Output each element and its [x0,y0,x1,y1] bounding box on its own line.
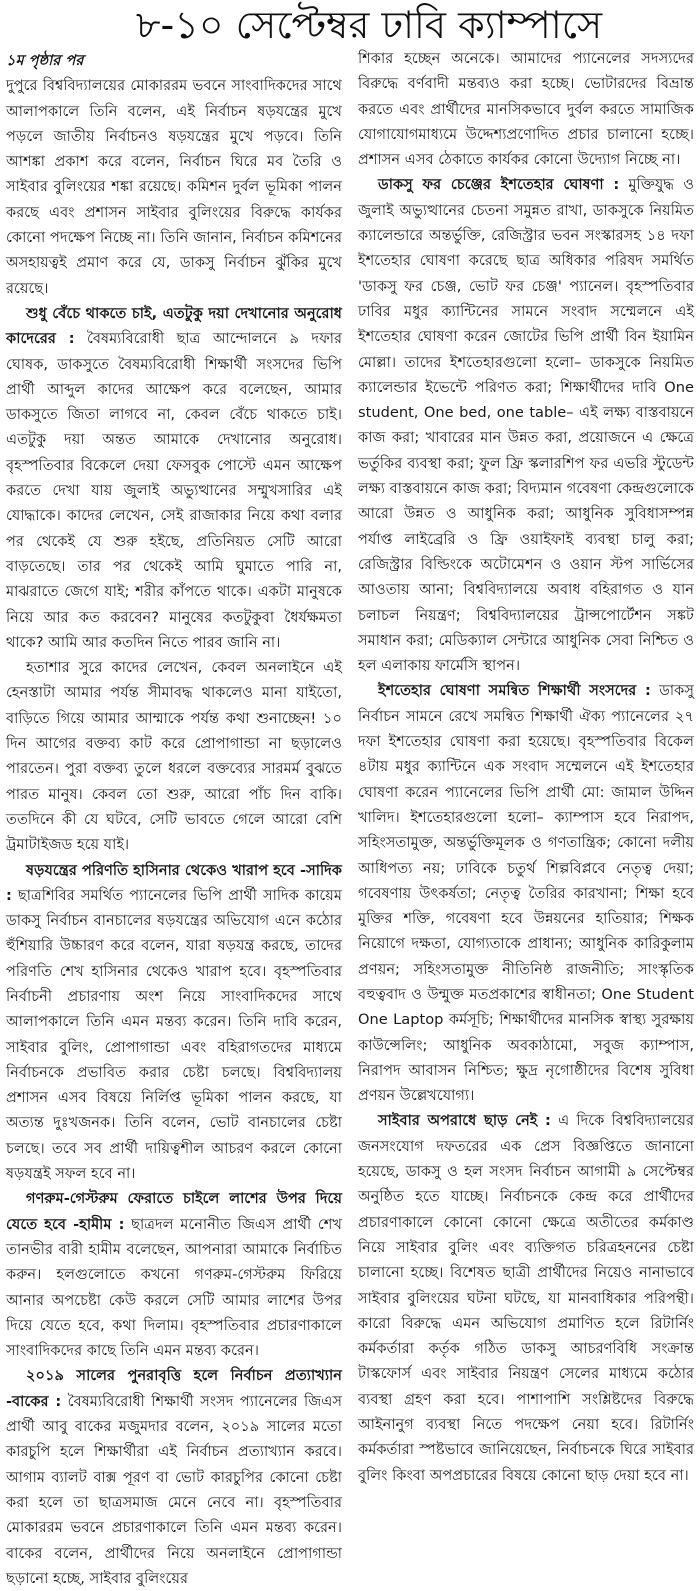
subheading: ইশতেহার ঘোষণা সমন্বিত শিক্ষার্থী সংসদের : [378,682,651,700]
paragraph-text: ছাত্রদল মনোনীত জিএস প্রার্থী শেখ তানভীর বারী হামীম বলেছেন, আপনারা আমাকে নির্বাচিত করুন। হলগুলোতে কখনো গণরুম-গেস্টরুম ফিরিয়ে আনার অপচেষ্টা কেউ করলে সেটি আমার লাশের উপর দিয়ে যেতে হবে, কথা দিলাম। বৃহস্পতিবার প্রচারণাকালে সাংবাদিকদের কাছে তিনি এমন মন্তব্য করেন। [6,1215,342,1360]
subheading: ডাকসু ফর চেঞ্জের ইশতেহার ঘোষণা : [378,176,620,194]
paragraph-text: এ দিকে বিশ্ববিদ্যালয়ের জনসংযোগ দফতরের এক প্রেস বিজ্ঞপ্তিতে জানানো হয়েছে, ডাকসু ও হল সংসদ নির্বাচন আগামী ৯ সেপ্টেম্বর অনুষ্ঠিত হতে যাচ্ছে। নির্বাচনকে কেন্দ্র করে প্রার্থীদের প্রচারণাকালে কোনো কোনো ক্ষেত্রে অতীতের কর্মকাণ্ড নিয়ে সাইবার বুলিং এবং ব্যক্তিগত চরিত্রহননের চেষ্টা চালানো হচ্ছে। বিশেষত ছাত্রী প্রার্থীদের নিয়েও নানাভাবে সাইবার বুলিংয়ের ঘটনা ঘটছে, যা মানবাধিকার পরিপন্থী। কারো বিরুদ্ধে এমন অভিযোগ প্রমাণিত হলে রিটার্নিং কর্মকর্তারা কর্তৃক গঠিত ডাকসু আচরণবিধি সংক্রান্ত টাস্কফোর্স এবং সাইবার নিয়ন্ত্রণ সেলের মাধ্যমে কঠোর ব্যবস্থা গ্রহণ করা হবে। পাশাপাশি সংশ্লিষ্টদের বিরুদ্ধে আইনানুগ ব্যবস্থা নিতে পদক্ষেপ নেয়া হবে। রিটার্নিং কর্মকর্তারা স্পষ্টভাবে জানিয়েছেন, নির্বাচনকে ঘিরে সাইবার বুলিং কিংবা অপপ্রচারের বিষয়ে কোনো ছাড় দেয়া হবে না। [358,1112,695,1484]
subheading: শুধু বেঁচে থাকতে চাই, এতটুকু দয়া দেখানোর অনুরোধ কাদেরের : [6,304,342,348]
paragraph-text: হতাশার সুরে কাদের লেখেন, কেবল অনলাইনে এই হেনস্তাটা আমার পর্যন্ত সীমাবদ্ধ থাকলেও মানা যাইতো, বাড়িতে গিয়ে আমার আম্মাকে পর্যন্ত কথা শুনাচ্ছেন! ১০ দিন আগের বক্তব্য কাট করে প্রোপাগান্ডা না ছড়ালেও পারতেন। পুরা বক্তব্য তুলে ধরলে বক্তব্যের সারমর্ম বুঝতে পারত মানুষ। কেবল তো শুরু, আরো পাঁচ দিন বাকি। ততদিনে কী যে ঘটবে, সেটি ভাবতে গেলে আরো বেশি ট্রমাটাইজড হয়ে যাই। [6,659,342,854]
subheading: সাইবার অপরাধে ছাড় নেই : [378,1112,551,1130]
paragraph [358,46,694,172]
paragraph [6,301,342,655]
paragraph-text: বৈষম্যবিরোধী শিক্ষার্থী সংসদ প্যানেলের জিএস প্রার্থী আবু বাকের মজুমদার বলেন, ২০১৯ সালের মতো কারচুপি হলে শিক্ষার্থীরা এই নির্বাচন প্রত্যাখ্যান করবে। আগাম ব্যালট বাক্স পূরণ বা ভোট কারচুপির কোনো চেষ্টা করা হলে তা ছাত্রসমাজ মেনে নেবে না। বৃহস্পতিবার মোকাররম ভবনে প্রচারণাকালে তিনি এমন মন্তব্য করেন। বাকের বলেন, প্রার্থীদের নিয়ে অনলাইনে প্রোপাগান্ডা ছড়ানো হচ্ছে, সাইবার বুলিংয়ের [6,1392,342,1587]
paragraph [6,655,342,857]
paragraph [358,678,694,1108]
paragraph [6,1186,342,1363]
paragraph-text: শিকার হচ্ছেন অনেকে। আমাদের প্যানেলের সদস্যদের বিরুদ্ধে বর্ণবাদী মন্তব্যও করা হচ্ছে। ভোটারদের বিভ্রান্ত করতে এবং প্রার্থীদের মানসিকভাবে দুর্বল করতে সামাজিক যোগাযোগমাধ্যমে উদ্দেশ্যপ্রণোদিত প্রচার চালানো হচ্ছে। প্রশাসন এসব ঠেকাতে কার্যকর কোনো উদ্যোগ নিচ্ছে না। [358,50,694,169]
right-column [358,46,694,1591]
paragraph [358,1108,694,1487]
paragraph [6,73,342,301]
subheading: গণরুম-গেস্টরুম ফেরাতে চাইলে লাশের উপর দিয়ে যেতে হবে -হামীম : [6,1190,342,1233]
paragraph [6,1363,342,1591]
subheading: ষড়যন্ত্রের পরিণতি হাসিনার থেকেও খারাপ হবে -সাদিক : [6,861,342,904]
paragraph-text: ছাত্রশিবির সমর্থিত প্যানেলের ভিপি প্রার্থী সাদিক কায়েম ডাকসু নির্বাচন বানচালের ষড়যন্ত্রের অভিযোগ এনে কঠোর হুঁশিয়ারি উচ্চারণ করে বলেন, যারা ষড়যন্ত্র করছে, তাদের পরিণতি শেখ হাসিনার থেকেও খারাপ হবে। বৃহস্পতিবার নির্বাচনী প্রচারণায় অংশ নিয়ে সাংবাদিকদের সাথে আলাপকালে তিনি এমন মন্তব্য করেন। তিনি দাবি করেন, সাইবার বুলিং, প্রোপাগান্ডা এবং বহিরাগতদের মাধ্যমে নির্বাচনকে প্রভাবিত করার চেষ্টা চলছে। বিশ্ববিদ্যালয় প্রশাসন এসব বিষয়ে নির্লিপ্ত ভূমিকা পালন করছে, যা অত্যন্ত দুঃখজনক। তিনি বলেন, ভোট বানচালের চেষ্টা চলছে। তবে সব প্রার্থী দায়িত্বশীল আচরণ করলে কোনো ষড়যন্ত্রই সফল হবে না। [6,886,342,1183]
paragraph-text: বৈষম্যবিরোধী ছাত্র আন্দোলনে ৯ দফার ঘোষক, ডাকসুতে বৈষম্যবিরোধী শিক্ষার্থী সংসদের ভিপি প্রার্থী আব্দুল কাদের আক্ষেপ করে বলেছেন, আমার ডাকসুতে জিতা লাগবে না, কেবল বেঁচে থাকতে চাই। এতটুকু দয়া অন্তত আমাকে দেখানোর অনুরোধ। বৃহস্পতিবার বিকেলে দেয়া ফেসবুক পোস্টে এমন আক্ষেপ করতে দেখা যায় জুলাই অভ্যুত্থানের সম্মুখসারির এই যোদ্ধাকে। কাদের লেখেন, সেই রাজাকার নিয়ে কথা বলার পর থেকেই যে শুরু হইছে, প্রতিনিয়ত সেটি আরো বাড়তেছে। তার পর থেকেই আমি ঘুমাতে পারি না, মাঝরাতে জেগে যাই; শরীর কাঁপতে থাকে। একটা মানুষকে নিয়ে আর কত করবেন? মানুষের কতটুকুবা ধৈর্যক্ষমতা থাকে? আমি আর কতদিন নিতে পারব জানি না। [6,330,343,651]
headline: ৮-১০ সেপ্টেম্বর ঢাবি ক্যাম্পাসে [135,3,603,47]
subheading: ২০১৯ সালের পুনরাবৃত্তি হলে নির্বাচন প্রত্যাখ্যান -বাকের : [6,1367,342,1410]
paragraph-text: ডাকসু নির্বাচন সামনে রেখে সমন্বিত শিক্ষার্থী ঐক্য প্যানেলের ২৭ দফা ইশতেহার ঘোষণা করা হয়েছে। বৃহস্পতিবার বিকেল ৪টায় মধুর ক্যান্টিনে এক সংবাদ সম্মেলনে এই ইশতেহার ঘোষণা করেন প্যানেলের ভিপি প্রার্থী মো: জামাল উদ্দিন খালিদ। ইশতেহারগুলো হলো– ক্যাম্পাস হবে নিরাপদ, সহিংসতামুক্ত, অন্তর্ভুক্তিমূলক ও গণতান্ত্রিক; কোনো দলীয় আধিপত্য নয়; ঢাবিকে চতুর্থ শিল্পবিপ্লবে নেতৃত্ব দেয়া; গবেষণায় উৎকর্ষতা; নেতৃত্ব তৈরির কারখানা; শিক্ষা হবে মুক্তির শক্তি, গবেষণা হবে উন্নয়নের হাতিয়ার; শিক্ষক নিয়োগে দক্ষতা, যোগ্যতাকে প্রাধান্য; আধুনিক কারিকুলাম প্রণয়ন; সহিংসতামুক্ত নীতিনিষ্ঠ রাজনীতি; সাংস্কৃতিক বহুত্ববাদ ও উন্মুক্ত মতপ্রকাশের স্বাধীনতা; One Student One Laptop কর্মসূচি; শিক্ষার্থীদের মানসিক স্বাস্থ্য সুরক্ষায় কাউন্সেলিং; আধুনিক অবকাঠামো, সবুজ ক্যাম্পাস, নিরাপদ আবাসন নিশ্চিত; ক্ষুদ্র নৃগোষ্ঠীদের বিশেষ সুবিধা প্রণয়ন উল্লেখযোগ্য। [358,682,695,1105]
article-body [0,48,698,1591]
continued-from-label: ১ম পৃষ্ঠার পর [6,52,84,69]
left-column [6,48,342,1591]
paragraph [6,858,342,1187]
paragraph-text: দুপুরে বিশ্ববিদ্যালয়ের মোকাররম ভবনে সাংবাদিকদের সাথে আলাপকালে তিনি বলেন, এই নির্বাচন ষড়যন্ত্রের মুখে পড়লে জাতীয় নির্বাচনও ষড়যন্ত্রের মুখে পড়বে। তিনি আশঙ্কা প্রকাশ করে বলেন, নির্বাচন ঘিরে মব তৈরি ও সাইবার বুলিংয়ের শঙ্কা রয়েছে। কমিশন দুর্বল ভূমিকা পালন করছে এবং প্রশাসন সাইবার বুলিংয়ের বিরুদ্ধে কার্যকর কোনো পদক্ষেপ নিচ্ছে না। তিনি জানান, নির্বাচন কমিশনের অসহায়ত্বই প্রমাণ করে যে, ডাকসু নির্বাচন ঝুঁকির মুখে রয়েছে। [6,77,342,297]
paragraph [358,172,694,678]
paragraph-text: মুক্তিযুদ্ধ ও জুলাই অভ্যুত্থানের চেতনা সমুন্নত রাখা, ডাকসুকে নিয়মিত ক্যালেন্ডারে অন্তর্ভুক্তি, রেজিস্ট্রার ভবন সংস্কারসহ ১৪ দফা ইশতেহার ঘোষণা করেছে ছাত্র অধিকার পরিষদ সমর্থিত 'ডাকসু ফর চেঞ্জ, ভোট ফর চেঞ্জ' প্যানেল। বৃহস্পতিবার ঢাবির মধুর ক্যান্টিনের সামনে সংবাদ সম্মেলনে এই ইশতেহার ঘোষণা করেন জোটের ভিপি প্রার্থী বিন ইয়ামিন মোল্লা। তাদের ইশতেহারগুলো হলো– ডাকসুকে নিয়মিত ক্যালেন্ডার ইভেন্টে পরিণত করা; শিক্ষার্থীদের দাবি One student, One bed, one table– এই লক্ষ্য বাস্তবায়নে কাজ করা; খাবারের মান উন্নত করা, প্রয়োজনে এ ক্ষেত্রে ভর্তুকির ব্যবস্থা করা; ফুল ফ্রি স্কলারশিপ ফর এভরি স্টুডেন্ট লক্ষ্য বাস্তবায়নে কাজ করা; বিদ্যমান গবেষণা কেন্দ্রগুলোকে আরো উন্নত ও আধুনিক করা; আধুনিক সুবিধাসম্পন্ন পর্যাপ্ত লাইব্রেরি ও ফ্রি ওয়াইফাই ব্যবস্থা চালু করা; রেজিস্ট্রার বিল্ডিংকে অটোমেশন ও ওয়ান স্টপ সার্ভিসের আওতায় আনা; বিশ্ববিদ্যালয়ে অবাধ বহিরাগত ও যান চলাচল নিয়ন্ত্রণ; বিশ্ববিদ্যালয়ের ট্রান্সপোর্টেশন সঙ্কট সমাধান করা; মেডিক্যাল সেন্টারে আধুনিক সেবা নিশ্চিত ও হল এলাকায় ফার্মেসি স্থাপন। [358,176,694,675]
